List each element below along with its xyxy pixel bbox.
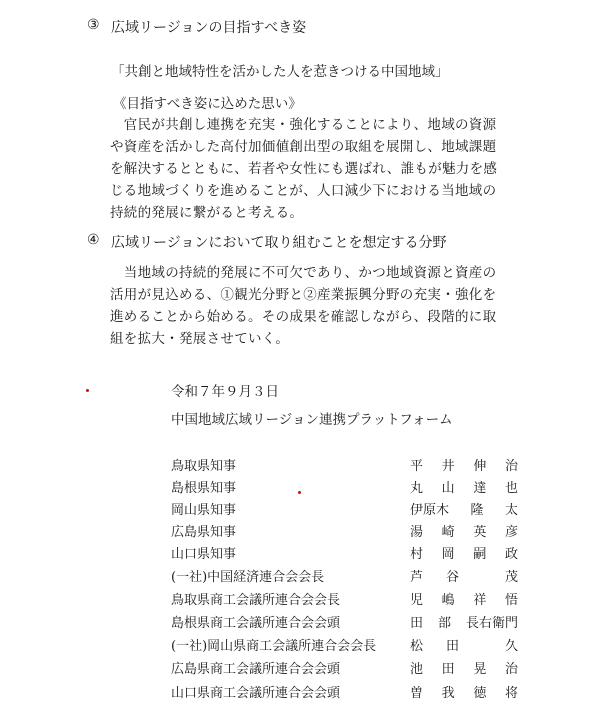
signatory-name xyxy=(410,499,518,518)
signatory-name xyxy=(410,566,518,585)
signatory-name xyxy=(410,477,518,496)
paragraph-line: 進めることから始める。その成果を確認しながら、段階的に取 xyxy=(110,309,497,325)
section-4-title: 広域リージョンにおいて取り組むことを想定する分野 xyxy=(111,235,447,251)
name-char: 長右衛門 xyxy=(465,616,518,631)
name-char: 悟 xyxy=(504,593,518,608)
name-char: 谷 xyxy=(446,570,460,585)
signatory-name xyxy=(410,635,518,654)
paragraph-line: 持続的発展に繋がると考える。 xyxy=(110,205,304,221)
note-heading: 《目指すべき姿に込めた思い》 xyxy=(113,96,302,112)
red-mark-dot xyxy=(86,389,89,392)
name-char: 我 xyxy=(441,686,455,701)
vision-statement: 「共創と地域特性を活かした人を惹きつける中国地域」 xyxy=(111,64,449,80)
name-char: 将 xyxy=(504,686,518,701)
name-char: 平 xyxy=(410,459,424,474)
signatory-role: 山口県商工会議所連合会会頭 xyxy=(171,686,341,701)
paragraph-line: を解決するとともに、若者や女性にも選ばれ、誰もが魅力を感 xyxy=(110,161,498,177)
name-char: 松 xyxy=(410,639,424,654)
paragraph-line: 活用が見込める、①観光分野と②産業振興分野の充実・強化を xyxy=(110,287,497,303)
name-char: 太 xyxy=(504,503,518,518)
name-char: 丸 xyxy=(410,481,424,496)
name-char: 治 xyxy=(504,662,518,677)
name-char: 隆 xyxy=(470,503,484,518)
name-char: 池 xyxy=(410,662,424,677)
signatory-name xyxy=(410,682,518,701)
paragraph-line: 官民が共創し連携を充実・強化することにより、地域の資源 xyxy=(110,117,497,133)
name-char: 政 xyxy=(504,547,518,562)
name-char: 湯 xyxy=(410,525,424,540)
name-char: 也 xyxy=(504,481,518,496)
signatory-role: 鳥取県知事 xyxy=(171,459,237,474)
signatory-role: 鳥取県商工会議所連合会会長 xyxy=(171,593,341,608)
name-char: 田 xyxy=(441,662,455,677)
name-char: 井 xyxy=(441,459,455,474)
name-char: 芦 xyxy=(410,570,424,585)
name-char: 岡 xyxy=(441,547,455,562)
name-char: 徳 xyxy=(473,686,487,701)
paragraph-line: 当地域の持続的発展に不可欠であり、かつ地域資源と資産の xyxy=(110,265,497,281)
issue-date: 令和７年９月３日 xyxy=(171,384,279,400)
name-char: 祥 xyxy=(473,593,487,608)
name-char: 達 xyxy=(473,481,487,496)
name-char: 児 xyxy=(410,593,424,608)
paragraph-line: 組を拡大・発展させていく。 xyxy=(110,331,290,347)
signatory-role: 島根県知事 xyxy=(171,481,237,496)
signatory-role: 広島県知事 xyxy=(171,525,237,540)
name-char: 嶋 xyxy=(441,593,455,608)
signatory-role: 山口県知事 xyxy=(171,547,237,562)
name-char: 曽 xyxy=(410,686,424,701)
name-char: 晃 xyxy=(473,662,487,677)
signatory-name xyxy=(410,455,518,474)
name-char: 治 xyxy=(504,459,518,474)
section-3-title: 広域リージョンの目指すべき姿 xyxy=(111,20,307,36)
signatory-role: 広島県商工会議所連合会会頭 xyxy=(171,662,341,677)
name-char: 田 xyxy=(446,639,460,654)
section-3-number: ③ xyxy=(87,17,100,33)
section-4-number: ④ xyxy=(87,232,100,248)
signatory-name xyxy=(410,521,518,540)
name-char: 崎 xyxy=(441,525,455,540)
name-char: 彦 xyxy=(504,525,518,540)
paragraph-line: や資産を活かした高付加価値創出型の取組を展開し、地域課題 xyxy=(110,139,497,155)
signatory-name xyxy=(410,589,518,608)
name-char: 久 xyxy=(504,639,518,654)
name-char: 田 xyxy=(410,616,424,631)
name-char: 嗣 xyxy=(473,547,487,562)
red-mark-dot xyxy=(298,491,301,494)
signatory-name xyxy=(410,658,518,677)
organization-name: 中国地域広域リージョン連携プラットフォーム xyxy=(171,412,453,428)
signatory-role: 島根県商工会議所連合会会頭 xyxy=(171,616,341,631)
signatory-role: (一社)中国経済連合会会長 xyxy=(171,570,325,585)
signatory-name xyxy=(410,543,518,562)
paragraph-line: じる地域づくりを進めることが、人口減少下における当地域の xyxy=(110,183,497,199)
name-char: 英 xyxy=(473,525,487,540)
signatory-name xyxy=(410,612,518,631)
name-char: 部 xyxy=(437,616,451,631)
name-char: 伊原木 xyxy=(410,503,450,518)
name-char: 伸 xyxy=(473,459,487,474)
name-char: 茂 xyxy=(504,570,518,585)
section-4-heading xyxy=(87,232,487,250)
name-char: 山 xyxy=(441,481,455,496)
signatory-role: 岡山県知事 xyxy=(171,503,237,518)
signatory-role: (一社)岡山県商工会議所連合会会長 xyxy=(171,639,377,654)
section-3-heading xyxy=(87,17,387,35)
name-char: 村 xyxy=(410,547,424,562)
